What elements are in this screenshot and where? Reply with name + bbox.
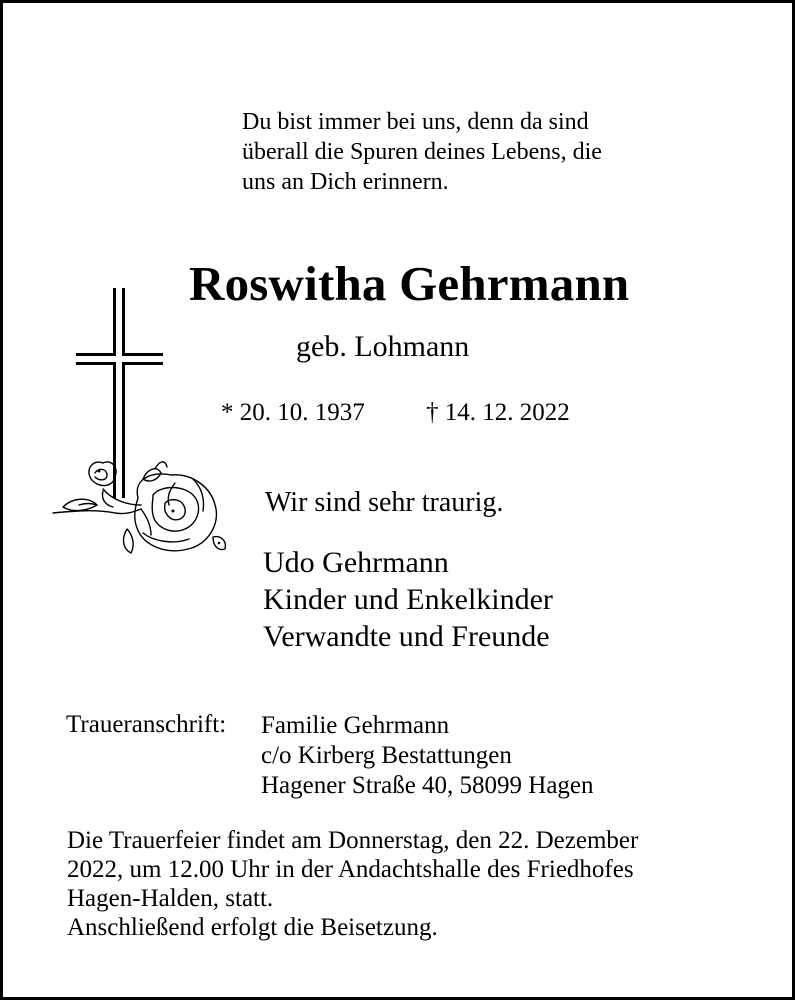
address-line: c/o Kirberg Bestattungen	[261, 742, 512, 769]
address-label: Traueranschrift:	[66, 711, 227, 738]
address-line: Hagener Straße 40, 58099 Hagen	[261, 772, 594, 799]
service-info	[67, 826, 638, 942]
service-line: Hagen-Halden, statt.	[67, 885, 274, 912]
verse-line: Du bist immer bei uns, denn da sind	[242, 109, 589, 135]
verse-line: uns an Dich erinnern.	[242, 169, 449, 195]
birth-date: * 20. 10. 1937	[221, 399, 365, 426]
death-date: † 14. 12. 2022	[426, 399, 570, 426]
mourner: Udo Gehrmann	[263, 546, 449, 579]
mourner: Verwandte und Freunde	[263, 620, 550, 653]
service-line: Anschließend erfolgt die Beisetzung.	[67, 914, 438, 941]
mourner: Kinder und Enkelkinder	[263, 583, 553, 616]
service-line: Die Trauerfeier findet am Donnerstag, den 22. Dezember	[67, 827, 639, 854]
mourning-message: Wir sind sehr traurig.	[265, 487, 504, 518]
cross-with-roses-icon	[43, 283, 233, 573]
verse	[242, 107, 602, 197]
mourning-address	[261, 711, 594, 801]
birth-name: geb. Lohmann	[296, 330, 470, 363]
deceased-name: Roswitha Gehrmann	[189, 256, 630, 311]
verse-line: überall die Spuren deines Lebens, die	[242, 139, 602, 165]
address-line: Familie Gehrmann	[261, 712, 450, 739]
service-line: 2022, um 12.00 Uhr in der Andachtshalle des Friedhofes	[67, 856, 634, 883]
mourners-list	[263, 544, 553, 655]
